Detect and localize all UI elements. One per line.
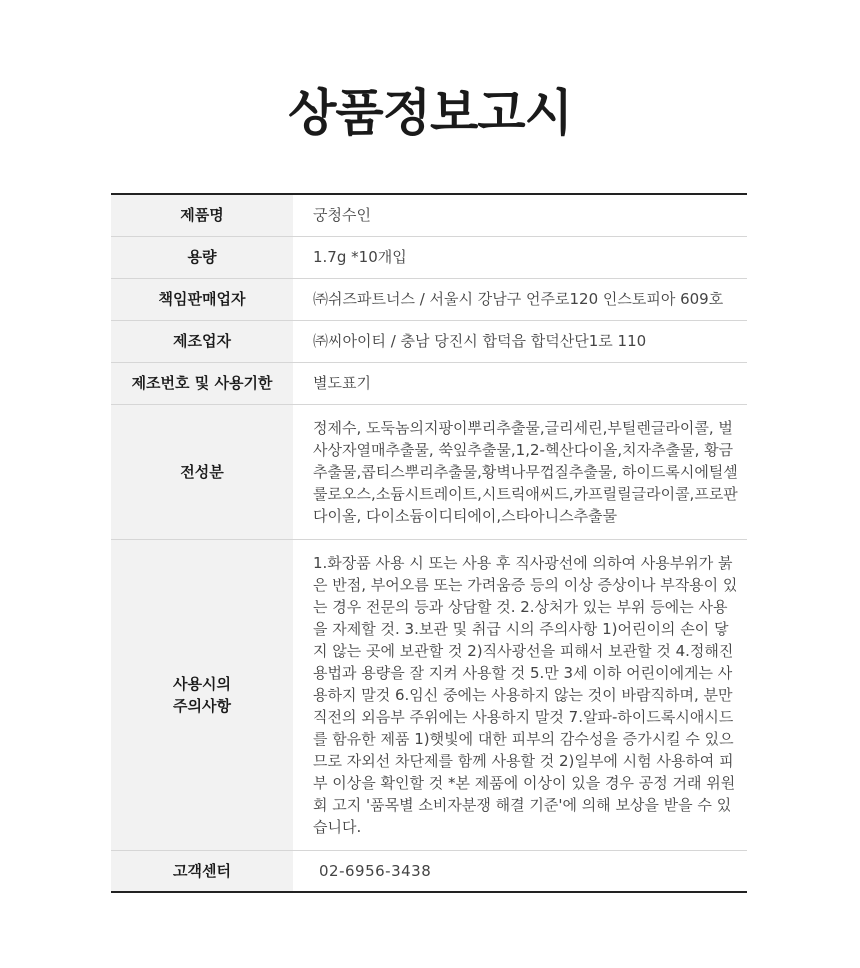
table-row: [111, 404, 747, 539]
label-customer-center: 고객센터: [111, 850, 293, 892]
value-manufacturer: ㈜씨아이티 / 충남 당진시 합덕읍 합덕산단1로 110: [293, 320, 747, 362]
label-responsible-seller: 책임판매업자: [111, 278, 293, 320]
label-lot-expiry: 제조번호 및 사용기한: [111, 362, 293, 404]
label-precautions-line2: 주의사항: [173, 696, 231, 715]
page-title: 상품정보고시: [288, 84, 572, 142]
product-info-table: [111, 193, 747, 893]
value-precautions: 1.화장품 사용 시 또는 사용 후 직사광선에 의하여 사용부위가 붉은 반점, 부어오름 또는 가려움증 등의 이상 증상이나 부작용이 있는 경우 전문의 등과 상담할 것. 2.상처가 있는 부위 등에는 사용을 자제할 것. 3.보관 및 취급 시의 주의사항 1)어린이의 손이 닿지 않는 곳에 보관할 것 2)직사광선을 피해서 보관할 것 4.정해진 용법과 용량을 잘 지켜 사용할 것 5.만 3세 이하 어린이에게는 사용하지 말것 6.임신 중에는 사용하지 않는 것이 바람직하며, 분만 직전의 외음부 주위에는 사용하지 말것 7.알파-하이드록시애시드를 함유한 제품 1)햇빛에 대한 피부의 감수성을 증가시킬 수 있으므로 자외선 차단제를 함께 사용할 것 2)일부에 시험 사용하여 피부 이상을 확인할 것 *본 제품에 이상이 있을 경우 공정 거래 위원회 고지 '품목별 소비자분쟁 해결 기준'에 의해 보상을 받을 수 있습니다.: [293, 539, 747, 850]
label-precautions-line1: 사용시의: [173, 674, 231, 693]
table-row: [111, 362, 747, 404]
label-ingredients: 전성분: [111, 404, 293, 539]
value-customer-center: 02-6956-3438: [319, 861, 432, 880]
value-ingredients: 정제수, 도둑놈의지팡이뿌리추출물,글리세린,부틸렌글라이콜, 벌사상자열매추출물, 쑥잎추출물,1,2-헥산다이올,치자추출물, 황금추출물,콥티스뿌리추출물,황벽나무껍질추출물, 하이드록시에틸셀룰로오스,소듐시트레이트,시트릭애씨드,카프릴릴글라이콜,프로판다이올, 다이소듐이디티에이,스타아니스추출물: [293, 404, 747, 539]
table-row: [111, 320, 747, 362]
label-precautions: [111, 539, 293, 850]
value-product-name: 궁청수인: [293, 194, 747, 236]
table-row: [111, 194, 747, 236]
table-row: [111, 278, 747, 320]
label-product-name: 제품명: [111, 194, 293, 236]
value-capacity: 1.7g *10개입: [293, 236, 747, 278]
table-row: [111, 850, 747, 892]
label-manufacturer: 제조업자: [111, 320, 293, 362]
label-capacity: 용량: [111, 236, 293, 278]
value-responsible-seller: ㈜쉬즈파트너스 / 서울시 강남구 언주로120 인스토피아 609호: [293, 278, 747, 320]
table-row: [111, 539, 747, 850]
value-lot-expiry: 별도표기: [293, 362, 747, 404]
table-row: [111, 236, 747, 278]
